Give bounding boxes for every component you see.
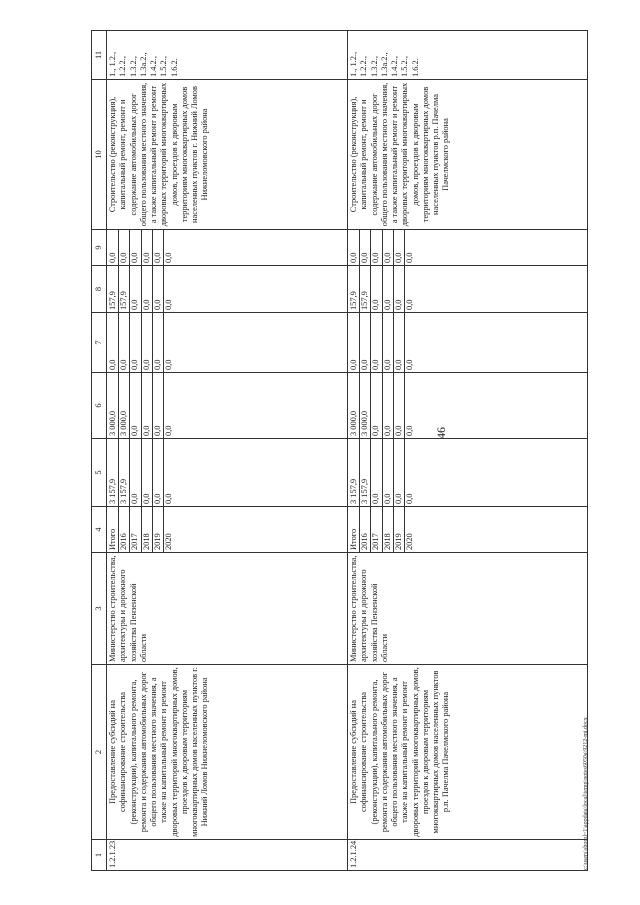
value-cell: 0,0 xyxy=(394,373,405,438)
value-cell: 0,0 xyxy=(404,425,414,436)
indicator-ref: 1.3а.2., xyxy=(138,52,148,77)
value-cell: 3 157,9 xyxy=(108,439,119,506)
value-cell: 0,0 xyxy=(163,299,173,310)
file-path-footer: c:\users\sborol~1\appdata\local\temp\notes6050a\9212-mi.docx xyxy=(583,717,589,870)
value-cell: 0,0 xyxy=(394,230,405,265)
value-cell: 0,0 xyxy=(142,266,153,312)
indicator-ref: 1., 1.2., xyxy=(108,51,117,77)
expected-result: Строительство (реконструкция), капитальный ремонт, ремонт и содержание автомобильных дорог общего пользования местного значения, а также капитальный ремонт и ремонт дворовых территорий многоквартирных домов, проездов к дворовым территориям многоквартирных домов населенных пунктов р.п. Пачелма Пачелмского района xyxy=(348,80,588,230)
value-cell: 3 157,9 xyxy=(360,439,371,506)
value-cell: 0,0 xyxy=(142,373,153,438)
value-cell: 0,0 xyxy=(349,230,360,265)
value-cell: 0,0 xyxy=(371,373,382,438)
value-cell: 0,0 xyxy=(130,266,141,312)
value-cell: 0,0 xyxy=(404,359,414,370)
year-column xyxy=(107,507,348,553)
table-row xyxy=(348,31,588,871)
local-funding-column xyxy=(107,266,348,313)
indicator-ref: 1.6.2. xyxy=(410,58,420,77)
federal-funding-column xyxy=(348,313,588,373)
indicator-list xyxy=(348,31,588,80)
activity-name: Предоставление субсидий на софинансирование строительства (реконструкции), капитального ремонта, ремонта и содержания автомобильных дорог общего пользования местного значения, а также на капитальный ремонт и ремонт дворовых территорий многоквартирных домов, проездов к дворовым территориям многоквартирных домов населенных пунктов р.п. Пачелма Пачелмского района xyxy=(348,665,588,840)
value-cell: 3 000,0 xyxy=(108,373,119,438)
year-cell: 2016 xyxy=(119,507,130,552)
value-cell: 0,0 xyxy=(394,266,405,312)
value-cell: 0,0 xyxy=(383,439,394,506)
row-number: 1.2.1.24. xyxy=(348,840,588,871)
local-funding-column xyxy=(348,266,588,313)
header-cell: 5 xyxy=(92,439,107,507)
year-cell: 2018 xyxy=(383,507,394,552)
value-cell: 3 000,0 xyxy=(360,373,371,438)
header-cell: 10 xyxy=(92,80,107,230)
value-cell: 0,0 xyxy=(130,313,141,372)
indicator-ref: 1., 1.2., xyxy=(349,51,358,77)
header-cell: 7 xyxy=(92,313,107,373)
value-cell: 0,0 xyxy=(153,230,164,265)
indicator-ref: 1.4.2., xyxy=(149,56,158,77)
page-number: 46 xyxy=(434,427,448,439)
value-cell: 0,0 xyxy=(163,359,173,370)
value-cell: 0,0 xyxy=(360,230,371,265)
total-funding-column xyxy=(348,439,588,507)
program-table xyxy=(91,30,588,871)
header-cell: 3 xyxy=(92,553,107,665)
header-cell: 6 xyxy=(92,373,107,439)
value-cell: 0,0 xyxy=(142,313,153,372)
header-cell: 9 xyxy=(92,230,107,266)
value-cell: 0,0 xyxy=(142,439,153,506)
value-cell: 157,9 xyxy=(108,266,119,312)
value-cell: 0,0 xyxy=(119,230,130,265)
value-cell: 0,0 xyxy=(360,313,371,372)
year-cell: 2017 xyxy=(371,507,382,552)
value-cell: 0,0 xyxy=(383,373,394,438)
executor: Министерство строительства, архитектуры и дорожного хозяйства Пензенской области xyxy=(348,553,588,665)
indicator-ref: 1.5.2., xyxy=(400,56,410,77)
value-cell: 0,0 xyxy=(394,439,405,506)
row-number: 1.2.1.23. xyxy=(107,840,348,871)
value-cell: 0,0 xyxy=(371,439,382,506)
value-cell: 0,0 xyxy=(153,439,164,506)
executor: Министерство строительства, архитектуры и дорожного хозяйства Пензенской области xyxy=(107,553,348,665)
expected-result: Строительство (реконструкция), капитальный ремонт, ремонт и содержание автомобильных дорог общего пользования местного значения, а также капитальный ремонт и ремонт дворовых территорий многоквартирных домов, проездов к дворовым территориям многоквартирных домов населенных пунктов г. Нижний Ломов Нижнеломовского района xyxy=(107,80,348,230)
value-cell: 157,9 xyxy=(360,266,371,312)
value-cell: 0,0 xyxy=(130,373,141,438)
header-cell: 4 xyxy=(92,507,107,553)
header-row xyxy=(92,31,107,871)
value-cell: 0,0 xyxy=(371,230,382,265)
value-cell: 0,0 xyxy=(404,493,414,504)
value-cell: 0,0 xyxy=(130,230,141,265)
header-cell: 8 xyxy=(92,266,107,313)
value-cell: 157,9 xyxy=(349,266,360,312)
indicator-ref: 1.4.2., xyxy=(390,56,399,77)
value-cell: 0,0 xyxy=(108,230,119,265)
value-cell: 0,0 xyxy=(119,313,130,372)
value-cell: 0,0 xyxy=(108,313,119,372)
indicator-ref: 1.3а.2., xyxy=(379,52,389,77)
year-cell: 2019 xyxy=(394,507,405,552)
year-cell: Итого xyxy=(108,507,119,552)
activity-name: Предоставление субсидий на софинансирование строительства (реконструкции), капитального ремонта, ремонта и содержания автомобильных дорог общего пользования местного значения, а также на капитальный ремонт и ремонт дворовых территорий многоквартирных домов, проездов к дворовым территориям многоквартирных домов населенных пунктов г. Нижний Ломов Нижнеломовского района xyxy=(107,665,348,840)
value-cell: 3 000,0 xyxy=(349,373,360,438)
year-cell: 2019 xyxy=(153,507,164,552)
value-cell: 0,0 xyxy=(153,266,164,312)
value-cell: 0,0 xyxy=(163,252,173,263)
indicator-ref: 1.2.2., xyxy=(359,56,369,77)
value-cell: 0,0 xyxy=(153,373,164,438)
total-funding-column xyxy=(107,439,348,507)
value-cell: 3 000,0 xyxy=(119,373,130,438)
value-cell: 0,0 xyxy=(371,313,382,372)
value-cell: 0,0 xyxy=(383,230,394,265)
value-cell: 0,0 xyxy=(349,313,360,372)
header-cell: 11 xyxy=(92,31,107,80)
header-cell: 2 xyxy=(92,665,107,840)
value-cell: 0,0 xyxy=(142,230,153,265)
value-cell: 0,0 xyxy=(153,313,164,372)
value-cell: 3 157,9 xyxy=(349,439,360,506)
value-cell: 0,0 xyxy=(130,439,141,506)
regional-funding-column xyxy=(107,373,348,439)
year-cell: 2016 xyxy=(360,507,371,552)
value-cell: 0,0 xyxy=(383,266,394,312)
year-cell: 2020 xyxy=(163,533,173,550)
year-cell: Итого xyxy=(349,507,360,552)
indicator-ref: 1.6.2. xyxy=(169,58,179,77)
indicator-ref: 1.2.2., xyxy=(118,56,128,77)
indicator-ref: 1.3.2., xyxy=(369,56,379,77)
year-cell: 2018 xyxy=(142,507,153,552)
value-cell: 157,9 xyxy=(119,266,130,312)
value-cell: 0,0 xyxy=(404,252,414,263)
indicator-list xyxy=(107,31,348,80)
indicator-ref: 1.3.2., xyxy=(128,56,138,77)
regional-funding-column xyxy=(348,373,588,439)
other-funding-column xyxy=(107,230,348,266)
value-cell: 0,0 xyxy=(404,299,414,310)
value-cell: 3 157,9 xyxy=(119,439,130,506)
federal-funding-column xyxy=(107,313,348,373)
indicator-ref: 1.5.2., xyxy=(159,56,169,77)
value-cell: 0,0 xyxy=(383,313,394,372)
header-cell: 1 xyxy=(92,840,107,871)
program-table-sheet xyxy=(91,31,591,871)
year-column xyxy=(348,507,588,553)
value-cell: 0,0 xyxy=(394,313,405,372)
year-cell: 2020 xyxy=(404,533,414,550)
table-row xyxy=(107,31,348,871)
other-funding-column xyxy=(348,230,588,266)
value-cell: 0,0 xyxy=(371,266,382,312)
value-cell: 0,0 xyxy=(163,493,173,504)
value-cell: 0,0 xyxy=(163,425,173,436)
year-cell: 2017 xyxy=(130,507,141,552)
